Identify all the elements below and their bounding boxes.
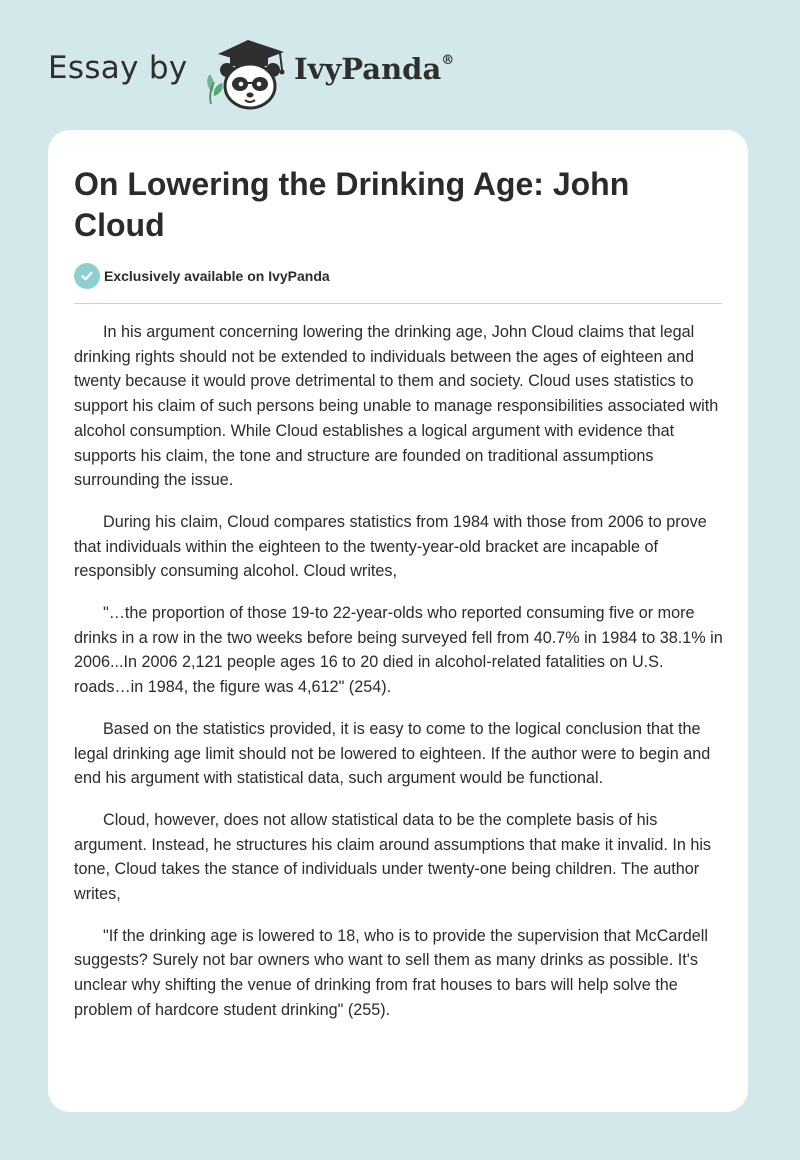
panda-graduate-icon [200, 34, 292, 112]
registered-mark: ® [441, 53, 455, 69]
divider [74, 303, 722, 304]
essay-title: On Lowering the Drinking Age: John Cloud [74, 166, 630, 243]
paragraph: "If the drinking age is lowered to 18, who is to provide the supervision that McCardell suggests? Surely not bar owners who want to sell them as many drinks as possible. It's unclear why shifting the venue of drinking from frat houses to bars will help solve the problem of hardcore student drinking" (255). [74, 926, 708, 1019]
essay-body [74, 320, 724, 1040]
badge-text: Exclusively available on IvyPanda [104, 268, 330, 284]
paragraph: In his argument concerning lowering the drinking age, John Cloud claims that legal drinking rights should not be extended to individuals between the ages of eighteen and twenty because it would prove detrimental to them and society. Cloud uses statistics to support his claim of such persons being unable to manage responsibilities associated with alcohol consumption. While Cloud establishes a logical argument with evidence that supports his claim, the tone and structure are founded on traditional assumptions surrounding the issue. [74, 323, 719, 490]
brand-name[interactable]: IvyPanda® [294, 52, 455, 86]
exclusive-badge [74, 262, 330, 290]
site-header [0, 0, 800, 130]
paragraph: During his claim, Cloud compares statistics from 1984 with those from 2006 to prove that individuals within the eighteen to the twenty-year-old bracket are incapable of responsibly consuming alcohol. Cloud writes, [74, 512, 707, 581]
essay-card [48, 130, 748, 1112]
brand-prefix: Essay by [48, 50, 188, 86]
paragraph: Cloud, however, does not allow statistical data to be the complete basis of his argument. Instead, he structures his claim around assumptions that make it invalid. In his tone, Cloud takes the stance of individuals under twenty-one being children. The author writes, [74, 810, 712, 904]
check-icon [74, 263, 100, 289]
paragraph: "…the proportion of those 19-to 22-year-olds who reported consuming five or more drinks in a row in the two weeks before being surveyed fell from 40.7% in 1984 to 38.1% in 2006...In 2006 2,121 people ages 16 to 20 died in alcohol-related fatalities on U.S. roads…in 1984, the figure was 4,612" (254). [74, 604, 723, 697]
paragraph: Based on the statistics provided, it is easy to come to the logical conclusion that the legal drinking age limit should not be lowered to eighteen. If the author were to begin and end his argument with statistical data, such argument would be functional. [74, 719, 711, 788]
